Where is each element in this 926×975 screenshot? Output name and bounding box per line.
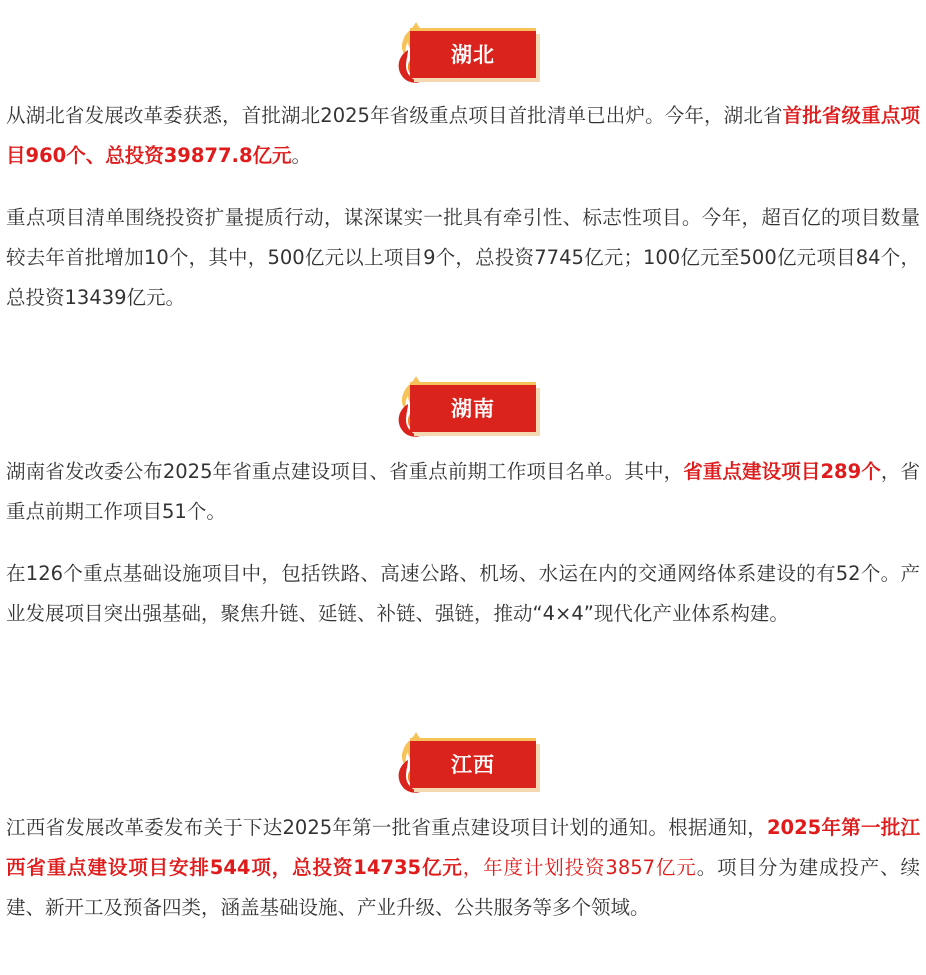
paragraph-hubei-1 xyxy=(6,96,920,176)
text-run: 江西省发展改革委发布关于下达2025年第一批省重点建设项目计划的通知。根据通知， xyxy=(6,816,767,839)
section-title: 湖南 xyxy=(410,384,536,432)
text-run: 湖南省发改委公布2025年省重点建设项目、省重点前期工作项目名单。其中， xyxy=(6,460,684,483)
text-run: 。 xyxy=(291,144,312,167)
badge-ribbon xyxy=(410,738,536,741)
text-run: ，省重点前期工作项目51个。 xyxy=(6,460,920,523)
section-title: 江西 xyxy=(410,740,536,788)
highlight-text: 2025年第一批江西省重点建设项目安排544项，总投资14735亿元 xyxy=(6,816,920,879)
paragraph-hunan-2: 在126个重点基础设施项目中，包括铁路、高速公路、机场、水运在内的交通网络体系建设的有52个。产业发展项目突出强基础，聚焦升链、延链、补链、强链，推动“4×4”现代化产业体系构建。 xyxy=(6,562,920,625)
section-badge-hunan xyxy=(394,374,544,442)
text-run: 从湖北省发展改革委获悉，首批湖北2025年省级重点项目首批清单已出炉。今年，湖北省 xyxy=(6,104,783,127)
section-badge-hubei xyxy=(394,20,544,88)
highlight-text: 首批省级重点项目960个、总投资39877.8亿元 xyxy=(6,104,920,167)
paragraph-hunan-1 xyxy=(6,452,920,532)
highlight-text: 省重点建设项目289个 xyxy=(683,460,881,483)
paragraph-jiangxi-1 xyxy=(6,808,920,928)
section-badge-jiangxi xyxy=(394,730,544,798)
badge-ribbon xyxy=(410,28,536,31)
badge-ribbon xyxy=(410,382,536,385)
highlight-text-normal: ，年度计划投资3857亿元 xyxy=(462,856,697,879)
text-run: 。项目分为建成投产、续建、新开工及预备四类，涵盖基础设施、产业升级、公共服务等多个领域。 xyxy=(6,856,920,919)
section-title: 湖北 xyxy=(410,30,536,78)
paragraph-hubei-2: 重点项目清单围绕投资扩量提质行动，谋深谋实一批具有牵引性、标志性项目。今年，超百亿的项目数量较去年首批增加10个，其中，500亿元以上项目9个，总投资7745亿元；100亿元至500亿元项目84个，总投资13439亿元。 xyxy=(6,206,920,309)
